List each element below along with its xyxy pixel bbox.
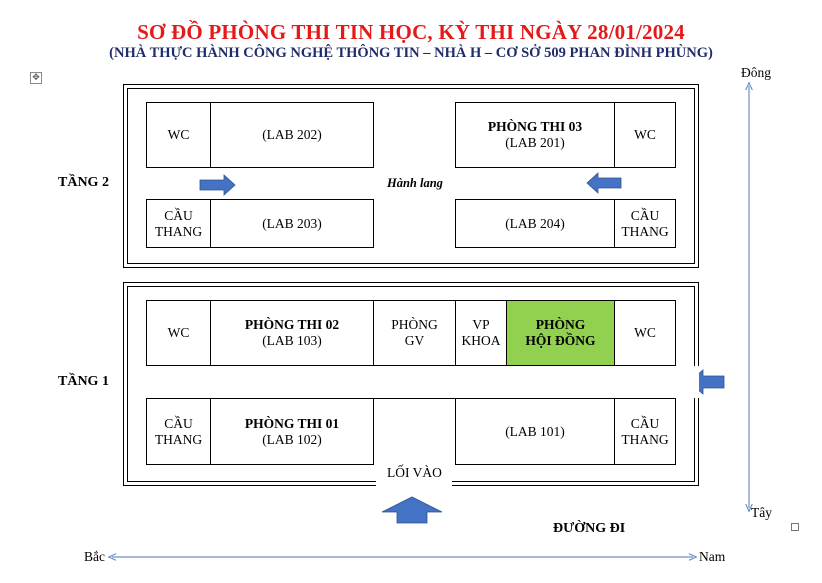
direction-west: Tây [751,505,772,520]
floor1-wc-right[interactable] [614,300,676,366]
move-handle-icon[interactable]: ✥ [30,72,42,84]
floor2-stairs-right[interactable] [614,199,676,248]
room-label: (LAB 203) [262,215,322,231]
floor2-lab204[interactable] [455,199,615,248]
floor1-lab101[interactable] [455,398,615,465]
floor1-stairs-right[interactable] [614,398,676,465]
room-label-line1: CẦU [630,415,660,431]
direction-east: Đông [741,65,771,80]
room-lab: (LAB 103) [262,333,322,348]
room-label: WC [634,325,656,340]
entrance-label: LỐI VÀO [387,465,442,480]
room-label-line1: PHÒNG [391,317,438,332]
room-lab: (LAB 201) [505,135,565,150]
floor1-label: TẦNG 1 [58,374,109,389]
room-label-line2: THANG [621,431,669,447]
floor2-wc-right[interactable] [614,102,676,168]
direction-north: Bắc [84,549,105,564]
room-label: (LAB 204) [505,215,565,231]
floor1-wc-left[interactable] [146,300,211,366]
floor2-lab202[interactable] [210,102,374,168]
room-label-line1: PHÒNG [535,317,586,332]
direction-south: Nam [699,549,726,564]
floor2-stairs-left[interactable] [146,199,211,248]
room-label-line1: VP [472,317,490,332]
diagram-subtitle: (NHÀ THỰC HÀNH CÔNG NGHỆ THÔNG TIN – NHÀ H – CƠ SỞ 509 PHAN ĐÌNH PHÙNG) [109,45,713,61]
room-name: PHÒNG THI 01 [244,415,340,431]
room-lab: (LAB 102) [262,431,322,447]
floor1-exam-room-01[interactable] [210,398,374,465]
floor1-faculty-office[interactable] [455,300,507,366]
room-label-line2: GV [404,333,425,348]
floor2-wc-left[interactable] [146,102,211,168]
floor1-corridor-opening [675,366,699,398]
room-name: PHÒNG THI 02 [244,317,340,332]
room-label-line2: KHOA [461,333,501,348]
room-label-line2: THANG [154,223,203,239]
floor1-teacher-room[interactable] [373,300,456,366]
diagram-title: SƠ ĐỒ PHÒNG THI TIN HỌC, KỲ THI NGÀY 28/01/2024 [137,20,685,44]
room-label-line2: HỘI ĐỒNG [525,333,596,348]
floor2-corridor-label: Hành lang [387,176,443,190]
room-label: WC [634,127,656,142]
room-label-line1: CẦU [164,415,193,431]
room-label: (LAB 101) [505,423,565,439]
floor1-council-room[interactable] [506,300,615,366]
floor1-stairs-left[interactable] [146,398,211,465]
road-label: ĐƯỜNG ĐI [553,521,626,536]
floor2-exam-room-03[interactable] [455,102,615,168]
room-label: WC [167,127,190,142]
room-label-line1: CẦU [630,207,660,223]
room-label: (LAB 202) [262,127,322,142]
room-label: WC [167,325,190,340]
floor1-exam-room-02[interactable] [210,300,374,366]
floor2-lab203[interactable] [210,199,374,248]
room-label-line1: CẦU [164,207,193,223]
main-entrance-arrow-icon [382,497,442,523]
room-label-line2: THANG [154,431,203,447]
floor2-label: TẦNG 2 [58,175,109,190]
resize-handle-icon[interactable] [791,523,799,531]
room-name: PHÒNG THI 03 [487,119,583,134]
room-label-line2: THANG [621,223,669,239]
